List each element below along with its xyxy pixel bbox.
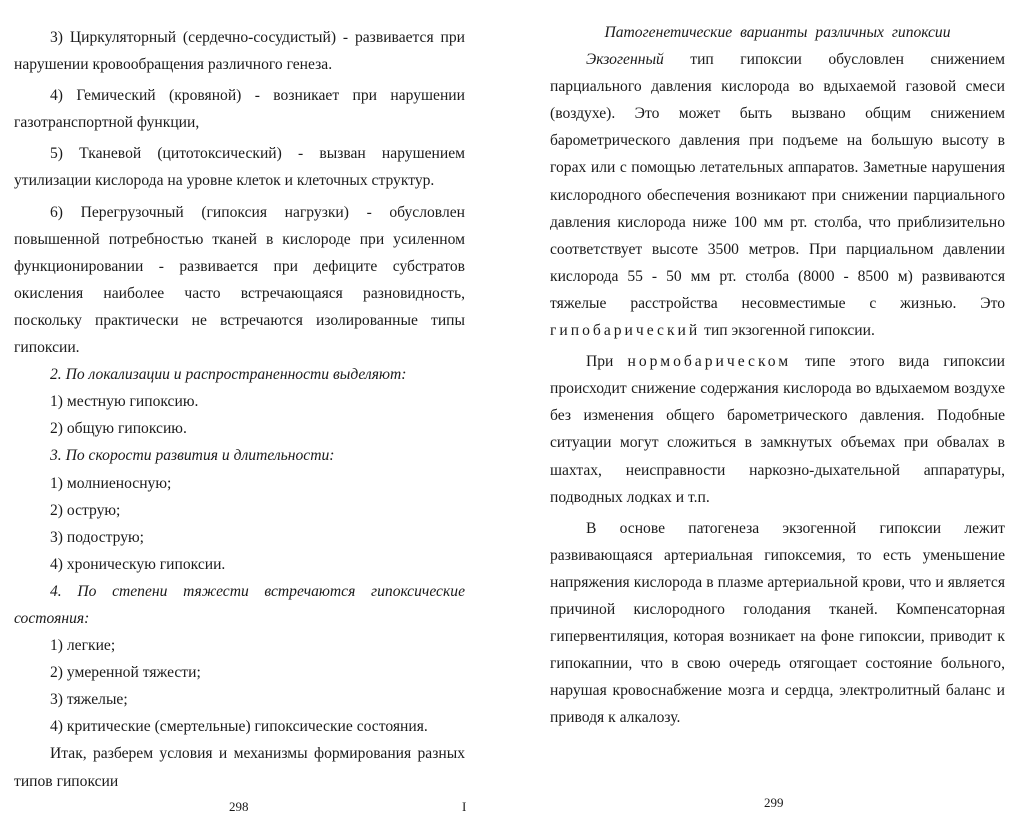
list-item: 2) умеренной тяжести; xyxy=(50,664,201,682)
section-heading: Патогенетические варианты различных гипоксии xyxy=(604,24,951,41)
paragraph-normobaric-start: При xyxy=(586,353,628,371)
paragraph-normobaric xyxy=(550,348,1005,511)
paragraph-exogenous-text: тип гипоксии обусловлен снижением парциального давления кислорода во вдыхаемой газовой смеси (воздухе). Это может быть вызвано общим снижением барометрического давления при подъеме на большую высоту в горах или с помощью летательных аппаратов. Заметные нарушения кислородного обеспечения возникают при снижении парциального давления кислорода ниже 100 мм рт. столба, что приблизительно соответствует высоте 3500 метров. При парциальном давлении кислорода 55 - 50 мм рт. столба (8000 - 8500 м) развиваются тяжелые расстройства несовместимые с жизнью. Это xyxy=(550,51,1005,312)
list-item: 3) подострую; xyxy=(50,528,144,546)
page-number: 299 xyxy=(764,795,784,810)
term-exogenous: Экзогенный xyxy=(586,51,664,69)
paragraph-exogenous xyxy=(550,46,1005,344)
left-text-column xyxy=(14,24,465,795)
paragraph-conclusion: Итак, разберем условия и механизмы формирования разных типов гипоксии xyxy=(14,745,465,790)
subheading-severity: 4. По степени тяжести встречаются гипоксические состояния: xyxy=(14,582,465,627)
term-hypobaric: гипобарический xyxy=(550,322,701,340)
term-normobaric: нормобарическом xyxy=(627,353,792,371)
list-item: 1) молниеносную; xyxy=(50,474,172,492)
list-item: 2) острую; xyxy=(50,501,121,519)
margin-mark: I xyxy=(462,799,467,814)
paragraph-pathogenesis: В основе патогенеза экзогенной гипоксии лежит развивающаяся артериальная гипоксемия, то есть уменьшение напряжения кислорода в плазме артериальной крови, что и является причиной кислородного голодания тканей. Компенсаторная гипервентиляция, которая возникает на фоне гипоксии, приводит к гипокапнии, что в свою очередь отягощает состояние больного, нарушая кровоснабжение мозга и сердца, электролитный баланс и приводя к алкалозу. xyxy=(550,519,1005,727)
list-item: 2) общую гипоксию. xyxy=(50,420,187,438)
right-text-column xyxy=(550,19,1005,731)
subheading-localization: 2. По локализации и распространенности выделяют: xyxy=(50,366,407,384)
paragraph-overload: 6) Перегрузочный (гипоксия нагрузки) - обусловлен повышенной потребностью тканей в кислороде при усиленном функционировании - развивается при дефиците субстратов окисления наиболее часто встречающаяся разновидность, поскольку практически не встречаются изолированные типы гипоксии. xyxy=(14,203,465,357)
list-item: 4) критические (смертельные) гипоксические состояния. xyxy=(50,718,428,736)
paragraph-circulatory: 3) Циркуляторный (сердечно-сосудистый) - развивается при нарушении кровообращения различного генеза. xyxy=(14,29,465,74)
list-item: 4) хроническую гипоксии. xyxy=(50,555,226,573)
list-item: 1) местную гипоксию. xyxy=(50,393,199,411)
list-item: 1) легкие; xyxy=(50,637,116,655)
paragraph-tissue: 5) Тканевой (цитотоксический) - вызван нарушением утилизации кислорода на уровне клеток и клеточных структур. xyxy=(14,145,465,190)
paragraph-exogenous-end: тип экзогенной гипоксии. xyxy=(700,322,875,340)
page-number: 298 xyxy=(229,799,249,814)
subheading-speed: 3. По скорости развития и длительности: xyxy=(50,447,335,465)
right-page xyxy=(512,0,1024,830)
paragraph-hemic: 4) Гемический (кровяной) - возникает при нарушении газотранспортной функции, xyxy=(14,87,465,132)
paragraph-normobaric-text: типе этого вида гипоксии происходит снижение содержания кислорода во вдыхаемом воздухе без изменения общего барометрического давления. Подобные ситуации могут сложиться в замкнутых объемах при обвалах в шахтах, неисправности наркозно-дыхательной аппаратуры, подводных лодках и т.п. xyxy=(550,353,1005,506)
list-item: 3) тяжелые; xyxy=(50,691,128,709)
